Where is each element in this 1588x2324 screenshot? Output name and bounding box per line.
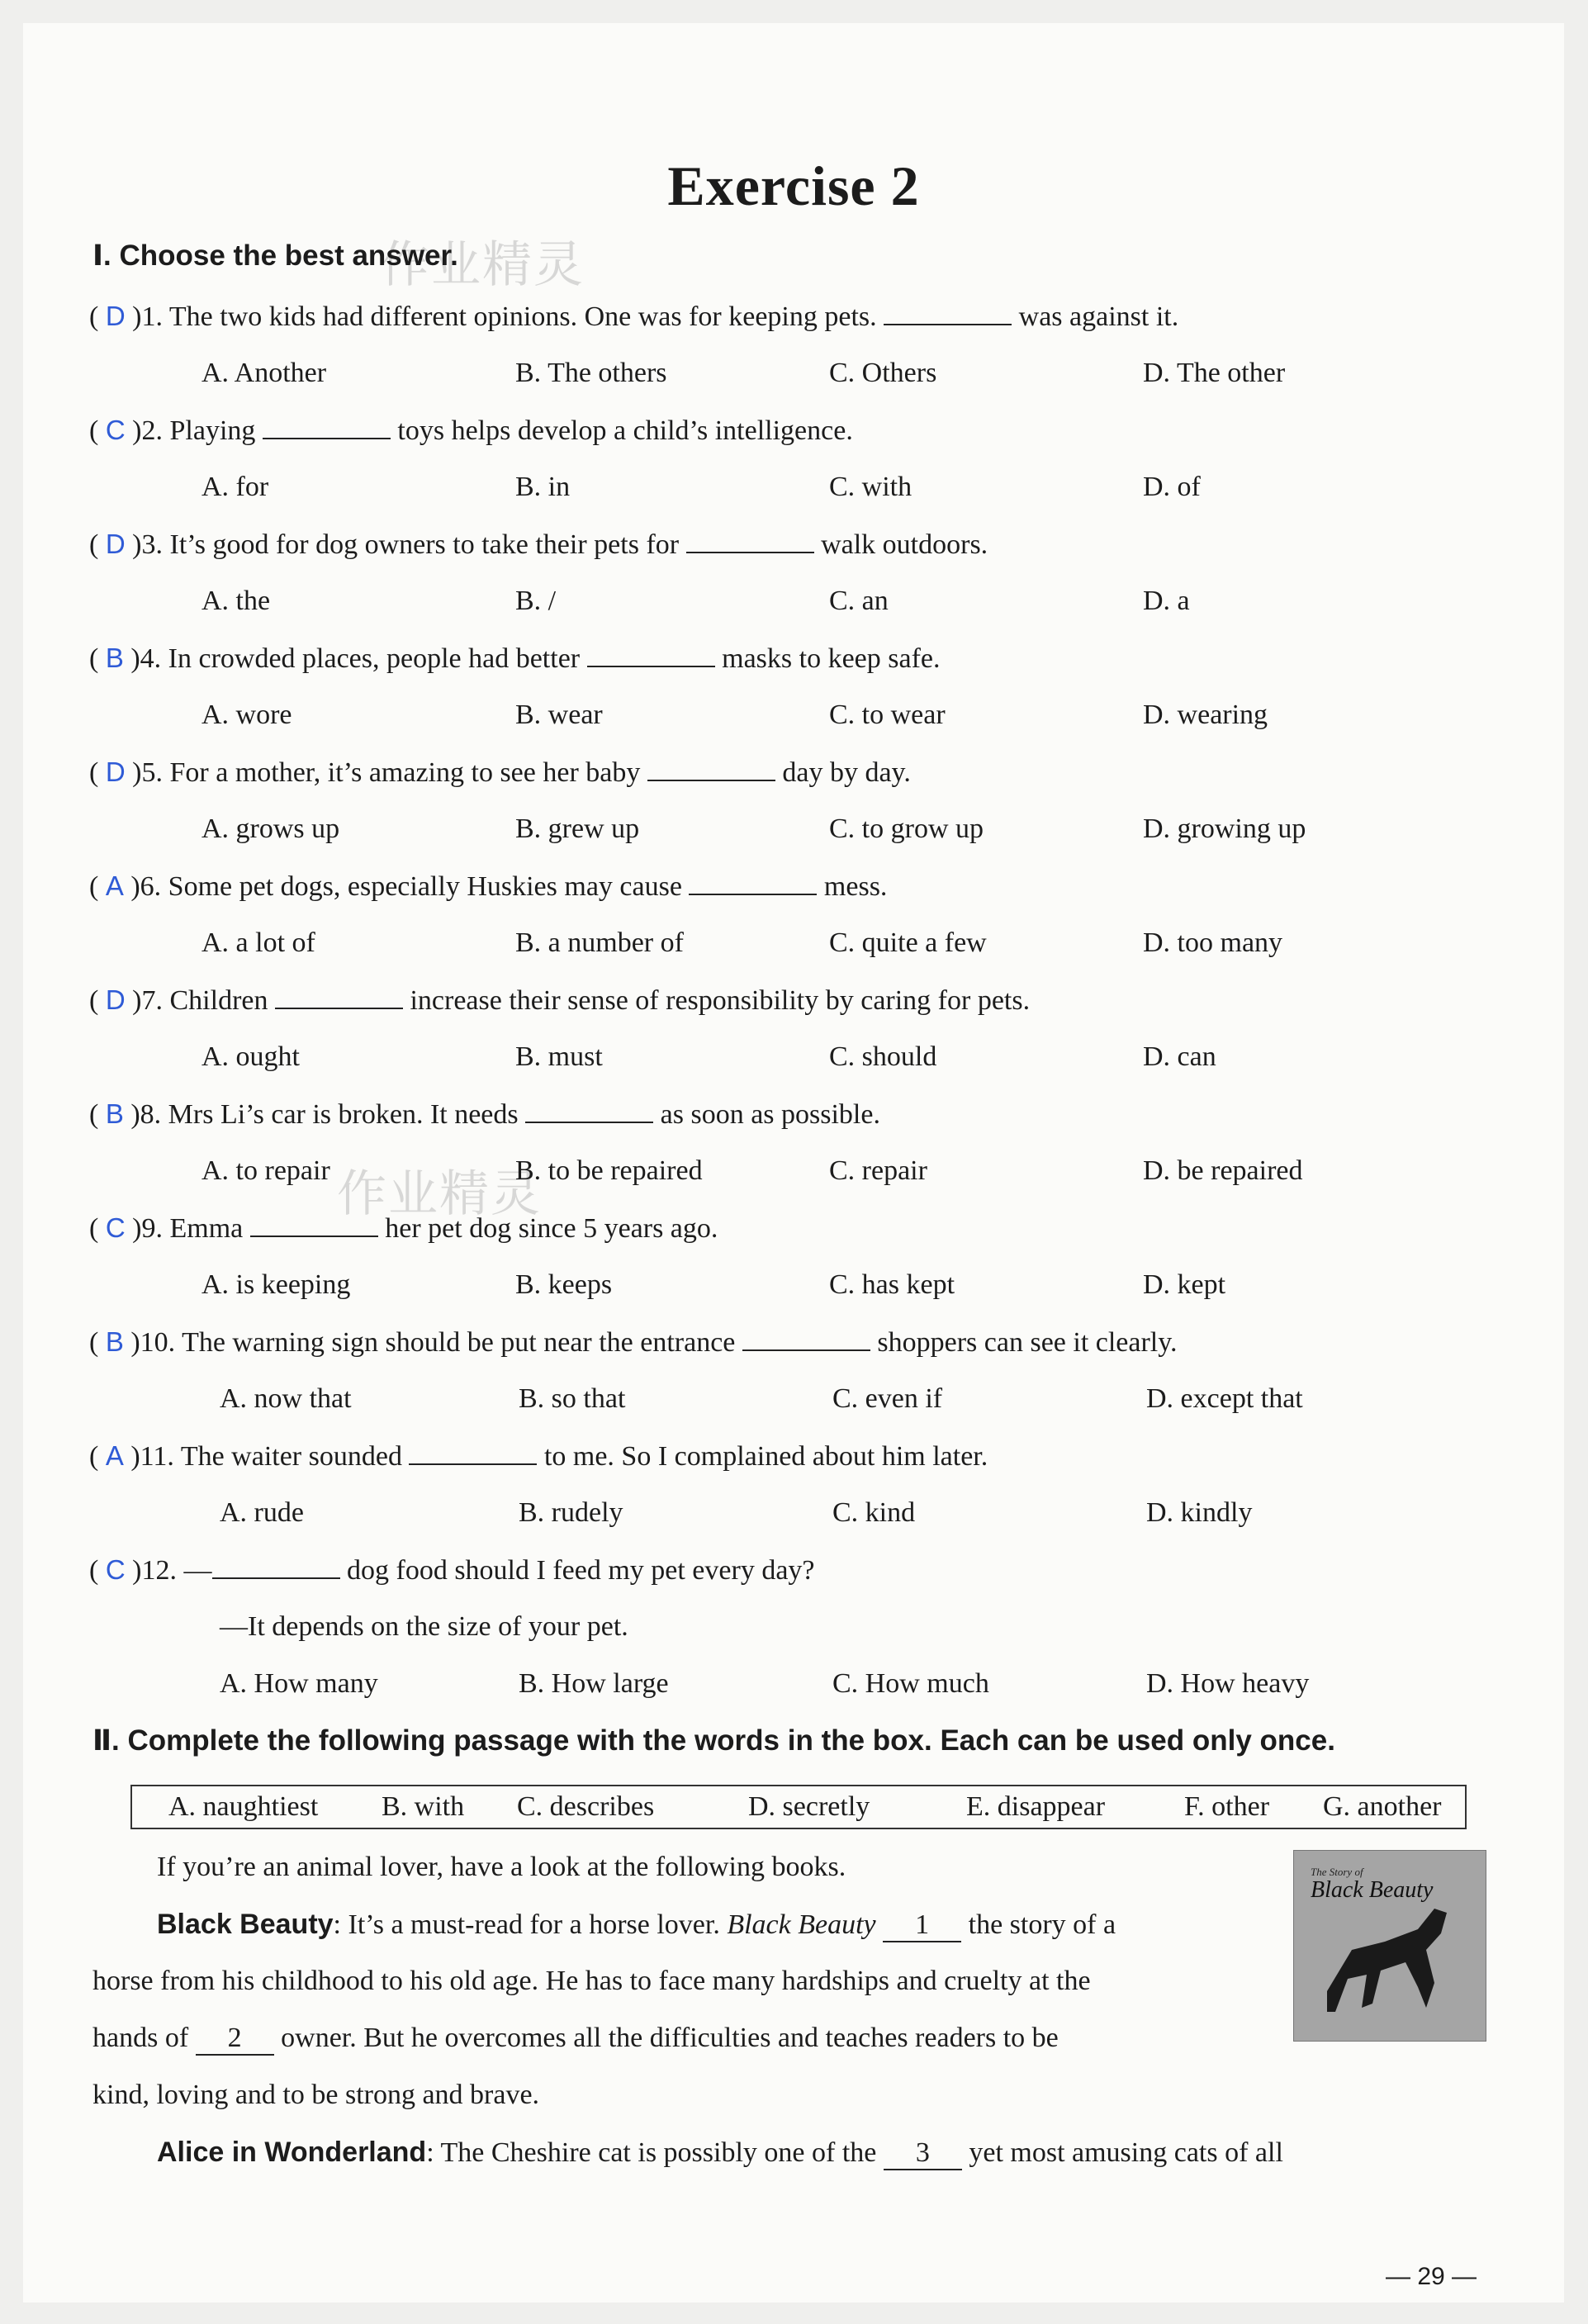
answer: A bbox=[105, 870, 124, 901]
question-12-reply: —It depends on the size of your pet. bbox=[220, 1611, 628, 1642]
blank[interactable] bbox=[884, 302, 1012, 325]
option-d: D. a bbox=[1143, 586, 1190, 616]
answer: A bbox=[105, 1440, 124, 1471]
option-c: C. to grow up bbox=[829, 813, 984, 844]
option-a: A. the bbox=[201, 586, 271, 616]
option-b: B. The others bbox=[515, 358, 667, 388]
question-2: ( C )2. Playing toys helps develop a child’s intelligence. bbox=[89, 415, 853, 446]
word-option: F. other bbox=[1184, 1791, 1270, 1822]
blank[interactable] bbox=[689, 872, 817, 895]
question-1: ( D )1. The two kids had different opinions. One was for keeping pets. was against it. bbox=[89, 301, 1179, 332]
word-option: G. another bbox=[1323, 1791, 1442, 1822]
answer: B bbox=[105, 1098, 124, 1129]
option-d: D. too many bbox=[1143, 927, 1283, 958]
option-b: B. / bbox=[515, 586, 557, 616]
option-b: B. wear bbox=[515, 700, 603, 730]
black-beauty-cover-image bbox=[1293, 1850, 1486, 2042]
watermark: 作业精灵 bbox=[380, 236, 585, 294]
word-option: B. with bbox=[382, 1791, 465, 1822]
option-a: A. a lot of bbox=[201, 927, 315, 958]
word-option: A. naughtiest bbox=[168, 1791, 319, 1822]
question-7: ( D )7. Children increase their sense of responsibility by caring for pets. bbox=[89, 984, 1031, 1016]
option-c: C. kind bbox=[832, 1497, 916, 1528]
blank[interactable] bbox=[647, 758, 775, 781]
answer: B bbox=[105, 1326, 124, 1357]
passage-intro: If you’re an animal lover, have a look at the following books. bbox=[157, 1852, 846, 1882]
answer: D bbox=[105, 984, 126, 1015]
option-b: B. must bbox=[515, 1041, 603, 1072]
option-d: D. kindly bbox=[1146, 1497, 1253, 1528]
option-d: D. of bbox=[1143, 472, 1201, 502]
option-c: C. even if bbox=[832, 1383, 943, 1414]
question-8: ( B )8. Mrs Li’s car is broken. It needs as soon as possible. bbox=[89, 1098, 880, 1130]
option-c: C. has kept bbox=[829, 1269, 955, 1300]
question-4: ( B )4. In crowded places, people had better masks to keep safe. bbox=[89, 643, 941, 674]
answer: C bbox=[105, 1212, 126, 1243]
option-d: D. kept bbox=[1143, 1269, 1226, 1300]
option-a: A. grows up bbox=[201, 813, 340, 844]
watermark: 作业精灵 bbox=[337, 1165, 542, 1223]
black-beauty-line-3: hands of 2 owner. But he overcomes all the difficulties and teaches readers to be bbox=[92, 2023, 1059, 2056]
answer: C bbox=[105, 1554, 126, 1585]
option-a: A. Another bbox=[201, 358, 327, 388]
option-b: B. rudely bbox=[519, 1497, 623, 1528]
blank[interactable] bbox=[742, 1328, 870, 1351]
answer: B bbox=[105, 643, 124, 673]
page-number: — 29 — bbox=[1386, 2263, 1477, 2290]
option-c: C. with bbox=[829, 472, 913, 502]
answer: D bbox=[105, 529, 126, 559]
option-b: B. a number of bbox=[515, 927, 684, 958]
question-5: ( D )5. For a mother, it’s amazing to see her baby day by day. bbox=[89, 756, 911, 788]
blank[interactable] bbox=[525, 1100, 653, 1123]
black-beauty-line-2: horse from his childhood to his old age. He has to face many hardships and cruelty at the bbox=[92, 1966, 1091, 1996]
black-beauty-line-1: Black Beauty: It’s a must-read for a horse lover. Black Beauty 1 the story of a bbox=[157, 1909, 1116, 1942]
option-b: B. so that bbox=[519, 1383, 626, 1414]
blank[interactable] bbox=[587, 644, 715, 667]
section-2-heading: Ⅱ. Complete the following passage with the words in the box. Each can be used only once. bbox=[92, 1724, 1335, 1757]
option-c: C. quite a few bbox=[829, 927, 987, 958]
word-box bbox=[130, 1785, 1467, 1829]
option-b: B. keeps bbox=[515, 1269, 613, 1300]
black-beauty-line-4: kind, loving and to be strong and brave. bbox=[92, 2080, 540, 2110]
blank[interactable] bbox=[275, 986, 403, 1009]
option-d: D. How heavy bbox=[1146, 1668, 1310, 1699]
question-11: ( A )11. The waiter sounded to me. So I complained about him later. bbox=[89, 1440, 988, 1472]
worksheet-page bbox=[23, 23, 1564, 2303]
question-3: ( D )3. It’s good for dog owners to take their pets for walk outdoors. bbox=[89, 529, 988, 560]
blank[interactable] bbox=[250, 1214, 378, 1237]
option-c: C. How much bbox=[832, 1668, 989, 1699]
option-b: B. How large bbox=[519, 1668, 669, 1699]
option-a: A. wore bbox=[201, 700, 292, 730]
option-a: A. is keeping bbox=[201, 1269, 351, 1300]
answer: C bbox=[105, 415, 126, 445]
option-c: C. an bbox=[829, 586, 889, 616]
svg-text:The Story of: The Story of bbox=[1311, 1866, 1363, 1878]
blank[interactable] bbox=[263, 416, 391, 439]
option-a: A. How many bbox=[220, 1668, 378, 1699]
option-a: A. now that bbox=[220, 1383, 352, 1414]
option-d: D. except that bbox=[1146, 1383, 1303, 1414]
option-d: D. The other bbox=[1143, 358, 1286, 388]
section-1-heading: Ⅰ. Choose the best answer. bbox=[92, 240, 458, 272]
question-9: ( C )9. Emma her pet dog since 5 years ago. bbox=[89, 1212, 718, 1244]
option-d: D. growing up bbox=[1143, 813, 1306, 844]
answer: D bbox=[105, 301, 126, 331]
svg-text:Black Beauty: Black Beauty bbox=[1311, 1877, 1434, 1903]
option-a: A. rude bbox=[220, 1497, 304, 1528]
question-10: ( B )10. The warning sign should be put near the entrance shoppers can see it clearly. bbox=[89, 1326, 1178, 1358]
option-b: B. in bbox=[515, 472, 571, 502]
word-option: C. describes bbox=[517, 1791, 655, 1822]
blank-3[interactable]: 3 bbox=[884, 2137, 962, 2170]
alice-line-1: Alice in Wonderland: The Cheshire cat is possibly one of the 3 yet most amusing cats of all bbox=[157, 2137, 1283, 2170]
question-12: ( C )12. — dog food should I feed my pet every day? bbox=[89, 1554, 815, 1586]
option-a: A. to repair bbox=[201, 1155, 330, 1186]
blank-1[interactable]: 1 bbox=[883, 1909, 961, 1942]
horse-illustration bbox=[1294, 1851, 1486, 2041]
option-b: B. grew up bbox=[515, 813, 640, 844]
option-d: D. be repaired bbox=[1143, 1155, 1303, 1186]
option-c: C. Others bbox=[829, 358, 937, 388]
option-a: A. for bbox=[201, 472, 269, 502]
blank[interactable] bbox=[409, 1442, 537, 1465]
blank[interactable] bbox=[686, 530, 814, 553]
blank[interactable] bbox=[212, 1556, 340, 1579]
option-c: C. repair bbox=[829, 1155, 927, 1186]
option-d: D. wearing bbox=[1143, 700, 1268, 730]
option-b: B. to be repaired bbox=[515, 1155, 703, 1186]
option-d: D. can bbox=[1143, 1041, 1216, 1072]
word-option: D. secretly bbox=[748, 1791, 870, 1822]
question-6: ( A )6. Some pet dogs, especially Huskies may cause mess. bbox=[89, 870, 888, 902]
option-c: C. to wear bbox=[829, 700, 946, 730]
answer: D bbox=[105, 756, 126, 787]
page-title: Exercise 2 bbox=[667, 154, 920, 217]
word-option: E. disappear bbox=[966, 1791, 1106, 1822]
blank-2[interactable]: 2 bbox=[196, 2023, 274, 2056]
option-a: A. ought bbox=[201, 1041, 300, 1072]
option-c: C. should bbox=[829, 1041, 937, 1072]
